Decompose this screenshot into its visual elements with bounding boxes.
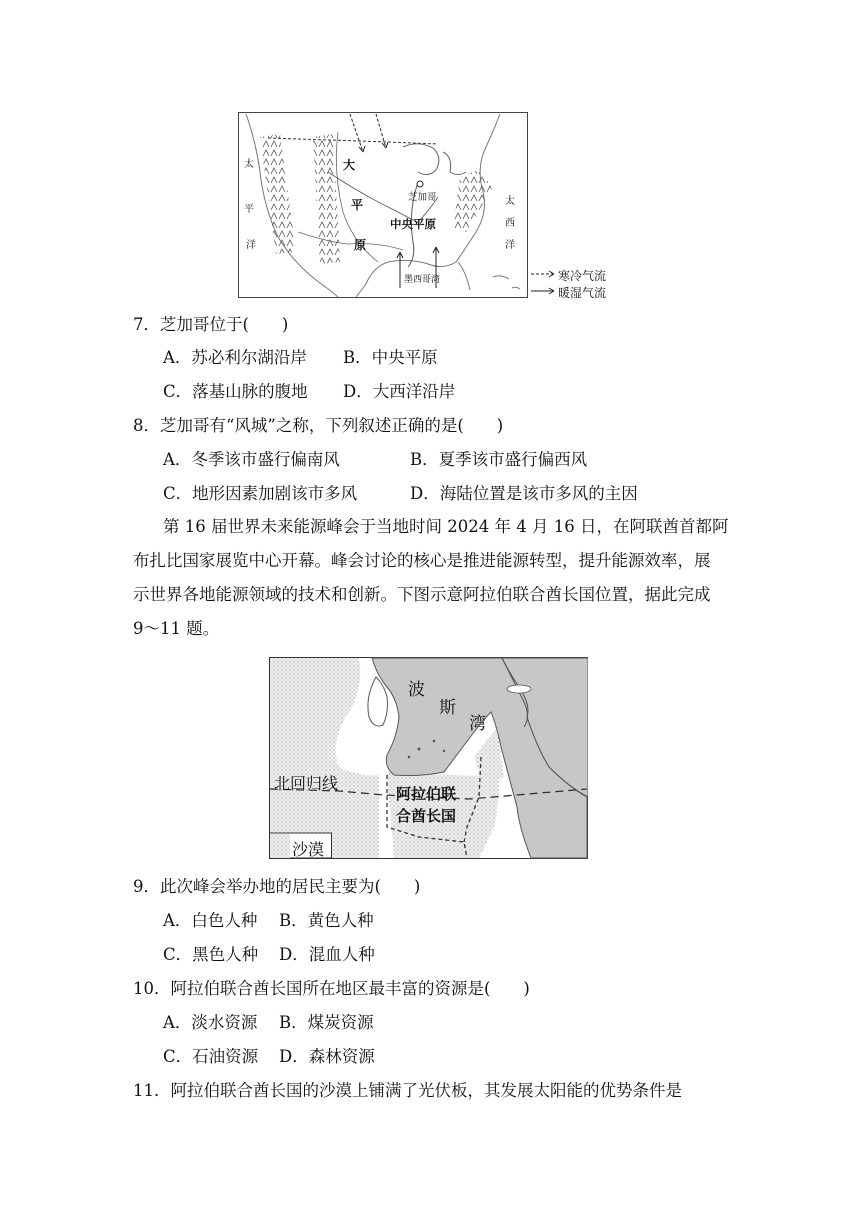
central-plain-label: 中央平原 [390, 217, 436, 231]
question-9-option-d: D．混血人种 [279, 945, 375, 964]
question-8-option-c: C．地形因素加剧该市多风 [163, 484, 358, 503]
legend-warm-air: 暖湿气流 [558, 286, 607, 300]
question-8-option-b: B．夏季该市盛行偏西风 [410, 450, 588, 469]
map1-legend [530, 266, 650, 302]
great-plains-label-3: 原 [354, 238, 367, 252]
pacific-label-3: 洋 [246, 240, 256, 251]
uae-label-line1: 阿拉伯联 [396, 785, 457, 803]
passage-line-3: 示世界各地能源领域的技术和创新。下图示意阿拉伯联合酋长国位置，据此完成 [133, 585, 711, 604]
question-7-option-c: C．落基山脉的腹地 [163, 382, 308, 401]
persian-gulf-label-2: 斯 [439, 698, 456, 718]
question-9-option-b: B．黄色人种 [279, 911, 374, 930]
chicago-label: 芝加哥 [408, 192, 437, 203]
question-10-option-d: D．森林资源 [279, 1047, 375, 1066]
tropic-of-cancer-label: 北回归线 [274, 774, 339, 793]
question-10-option-c: C．石油资源 [163, 1047, 259, 1066]
question-9-option-a: A．白色人种 [163, 911, 258, 930]
legend-cold-air: 寒冷气流 [558, 269, 607, 283]
question-11-stem: 11．阿拉伯联合酋长国的沙漠上铺满了光伏板，其发展太阳能的优势条件是 [133, 1081, 682, 1100]
atlantic-label-1: 太 [505, 196, 515, 207]
uae-map [269, 657, 588, 859]
passage-line-4: 9～11 题。 [133, 619, 220, 638]
gulf-of-mexico-label: 墨西哥湾 [404, 275, 441, 285]
great-plains-label-2: 平 [351, 198, 364, 212]
atlantic-label-3: 洋 [505, 240, 515, 251]
question-7-option-a: A．苏必利尔湖沿岸 [163, 348, 307, 367]
question-7-option-b: B．中央平原 [343, 348, 438, 367]
great-plains-label-1: 大 [343, 158, 356, 172]
desert-legend-label: 沙漠 [292, 840, 325, 859]
question-7-stem: 7．芝加哥位于( ) [133, 315, 289, 334]
question-8-option-a: A．冬季该市盛行偏南风 [163, 450, 340, 469]
question-9-option-c: C．黑色人种 [163, 945, 259, 964]
pacific-label-2: 平 [244, 204, 254, 215]
persian-gulf-label-1: 波 [408, 680, 425, 700]
persian-gulf-label-3: 湾 [469, 714, 486, 734]
question-7-option-d: D．大西洋沿岸 [343, 382, 456, 401]
question-9-stem: 9．此次峰会举办地的居民主要为( ) [133, 877, 421, 896]
question-10-option-b: B．煤炭资源 [279, 1013, 374, 1032]
passage-line-1: 第 16 届世界未来能源峰会于当地时间 2024 年 4 月 16 日，在阿联酋首都阿 [163, 517, 729, 536]
uae-map-drawing [269, 657, 588, 859]
pacific-label-1: 太 [244, 159, 254, 170]
question-10-stem: 10．阿拉伯联合酋长国所在地区最丰富的资源是( ) [133, 979, 530, 998]
uae-label-line2: 合酋长国 [396, 807, 457, 825]
atlantic-label-2: 西 [505, 218, 515, 229]
question-10-option-a: A．淡水资源 [163, 1013, 258, 1032]
legend-arrows [530, 266, 560, 298]
question-8-stem: 8．芝加哥有“风城”之称，下列叙述正确的是( ) [133, 416, 504, 435]
question-8-option-d: D．海陆位置是该市多风的主因 [410, 484, 638, 503]
north-america-map [238, 112, 528, 298]
north-america-map-drawing [238, 112, 528, 298]
passage-line-2: 布扎比国家展览中心开幕。峰会讨论的核心是推进能源转型，提升能源效率，展 [133, 551, 711, 570]
